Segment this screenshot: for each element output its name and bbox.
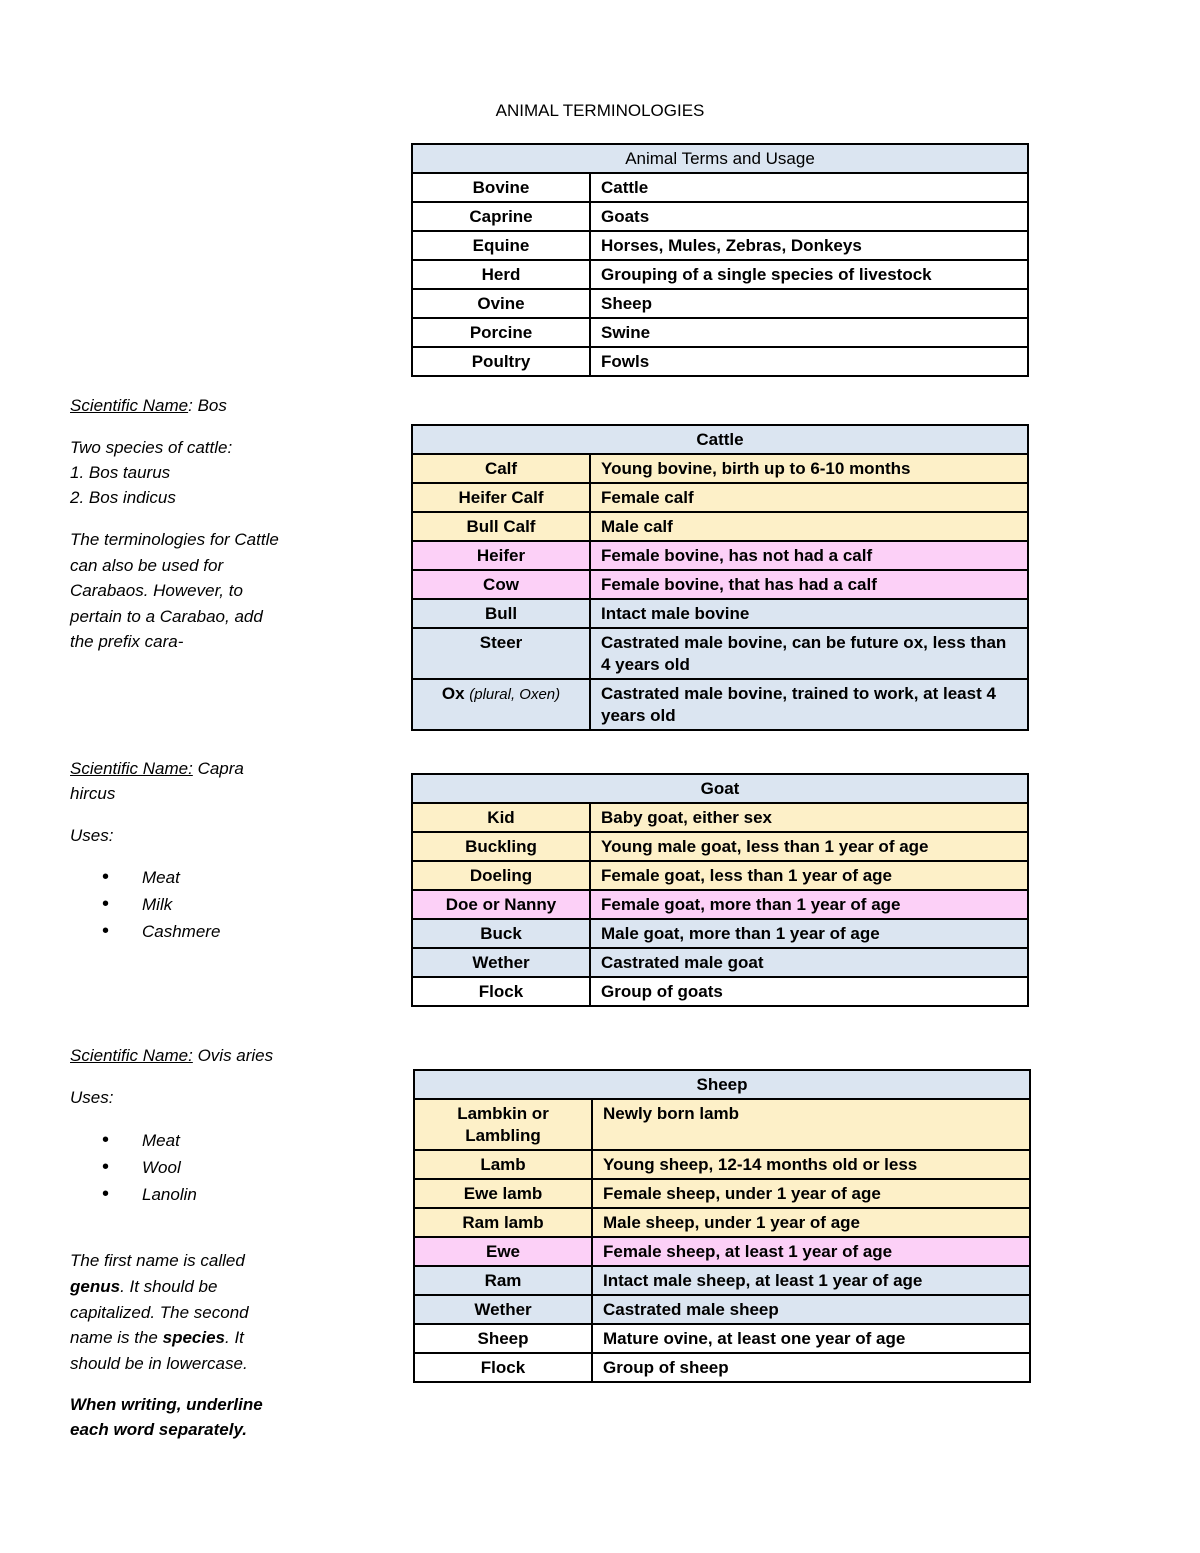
- term-cell: Ram: [414, 1266, 592, 1295]
- table-row: [412, 861, 1028, 890]
- term-cell: [412, 679, 590, 730]
- desc-cell: Fowls: [590, 347, 1028, 376]
- desc-cell: Female sheep, under 1 year of age: [592, 1179, 1030, 1208]
- term-cell: Wether: [412, 948, 590, 977]
- table-row: [412, 512, 1028, 541]
- desc-cell: Sheep: [590, 289, 1028, 318]
- table-row: [414, 1208, 1030, 1237]
- table-row: [412, 832, 1028, 861]
- desc-cell: Castrated male sheep: [592, 1295, 1030, 1324]
- terms-table: [411, 143, 1029, 377]
- term-cell: Heifer: [412, 541, 590, 570]
- table-header: Goat: [412, 774, 1028, 803]
- table-row: [414, 1266, 1030, 1295]
- sci-label: Scientific Name:: [70, 1046, 193, 1065]
- table-row: [414, 1150, 1030, 1179]
- term-cell: Bovine: [412, 173, 590, 202]
- desc-cell: Cattle: [590, 173, 1028, 202]
- cattle-notes: [70, 393, 290, 655]
- table-row: [412, 803, 1028, 832]
- sheep-uses-list: [70, 1127, 290, 1208]
- table-row: [412, 599, 1028, 628]
- desc-cell: Group of goats: [590, 977, 1028, 1006]
- goat-uses-list: [70, 864, 290, 945]
- sci-name: Capra hircus: [70, 759, 244, 803]
- desc-cell: Female goat, more than 1 year of age: [590, 890, 1028, 919]
- sci-label: Scientific Name: [70, 396, 189, 415]
- species-1: 1. Bos taurus: [70, 463, 171, 482]
- sci-name: Bos: [197, 396, 227, 415]
- sci-label: Scientific Name:: [70, 759, 193, 778]
- term-cell: Doeling: [412, 861, 590, 890]
- term-cell: Herd: [412, 260, 590, 289]
- table-row: [414, 1099, 1030, 1150]
- table-row: [412, 454, 1028, 483]
- underline-note: When writing, underline each word separately.: [70, 1394, 263, 1439]
- desc-cell: Female bovine, has not had a calf: [590, 541, 1028, 570]
- table-row: [412, 541, 1028, 570]
- desc-cell: Male sheep, under 1 year of age: [592, 1208, 1030, 1237]
- term-cell: Steer: [412, 628, 590, 679]
- table-row: [412, 260, 1028, 289]
- table-row: [412, 231, 1028, 260]
- desc-cell: Goats: [590, 202, 1028, 231]
- list-item: • Meat: [70, 864, 290, 891]
- term-cell: Ewe: [414, 1237, 592, 1266]
- uses-label: Uses:: [70, 1088, 114, 1107]
- table-row: [412, 919, 1028, 948]
- term-cell: Cow: [412, 570, 590, 599]
- table-row: [414, 1295, 1030, 1324]
- term-cell: Porcine: [412, 318, 590, 347]
- term-cell: Lambkin or Lambling: [414, 1099, 592, 1150]
- term-cell: Buck: [412, 919, 590, 948]
- table-row: [412, 173, 1028, 202]
- desc-cell: Grouping of a single species of livestock: [590, 260, 1028, 289]
- term-cell: Flock: [414, 1353, 592, 1382]
- table-row: [412, 890, 1028, 919]
- desc-cell: Female bovine, that has had a calf: [590, 570, 1028, 599]
- table-header: Sheep: [414, 1070, 1030, 1099]
- list-item: • Cashmere: [70, 918, 290, 945]
- desc-cell: Intact male sheep, at least 1 year of age: [592, 1266, 1030, 1295]
- note-text: The first name is called: [70, 1251, 245, 1270]
- cattle-scientific-name: Scientific Name: Bos: [70, 396, 227, 415]
- table-row: [412, 948, 1028, 977]
- note-text: . It should be in lowercase.: [70, 1328, 248, 1374]
- term-cell: Ovine: [412, 289, 590, 318]
- table-row: [412, 318, 1028, 347]
- term-cell: Ram lamb: [414, 1208, 592, 1237]
- desc-cell: Group of sheep: [592, 1353, 1030, 1382]
- term-cell: Sheep: [414, 1324, 592, 1353]
- page-title: ANIMAL TERMINOLOGIES: [495, 101, 705, 120]
- goat-notes: [70, 756, 290, 945]
- list-item: • Lanolin: [70, 1181, 290, 1208]
- table-row: [412, 570, 1028, 599]
- table-row: [412, 628, 1028, 679]
- term-cell: Bull: [412, 599, 590, 628]
- term-cell: Lamb: [414, 1150, 592, 1179]
- desc-cell: Castrated male bovine, trained to work, at least 4 years old: [590, 679, 1028, 730]
- table-row: [412, 483, 1028, 512]
- desc-cell: Female goat, less than 1 year of age: [590, 861, 1028, 890]
- desc-cell: Female sheep, at least 1 year of age: [592, 1237, 1030, 1266]
- desc-cell: Young sheep, 12-14 months old or less: [592, 1150, 1030, 1179]
- desc-cell: Young bovine, birth up to 6-10 months: [590, 454, 1028, 483]
- term-cell: Buckling: [412, 832, 590, 861]
- uses-label: Uses:: [70, 826, 114, 845]
- naming-note: [70, 1248, 290, 1377]
- cattle-table: [411, 424, 1029, 731]
- term-cell: Equine: [412, 231, 590, 260]
- species-2: 2. Bos indicus: [70, 488, 176, 507]
- desc-cell: Castrated male goat: [590, 948, 1028, 977]
- carabao-note: The terminologies for Cattle can also be used for Carabaos. However, to pertain to a Carabao, add the prefix cara-: [70, 530, 279, 651]
- term-cell: Doe or Nanny: [412, 890, 590, 919]
- table-row: [412, 347, 1028, 376]
- table-row: [414, 1179, 1030, 1208]
- sheep-notes: [70, 1043, 290, 1442]
- table-row: [414, 1353, 1030, 1382]
- table-header: Cattle: [412, 425, 1028, 454]
- term-cell: Poultry: [412, 347, 590, 376]
- desc-cell: Horses, Mules, Zebras, Donkeys: [590, 231, 1028, 260]
- desc-cell: Castrated male bovine, can be future ox, less than 4 years old: [590, 628, 1028, 679]
- desc-cell: Newly born lamb: [592, 1099, 1030, 1150]
- table-header: Animal Terms and Usage: [412, 144, 1028, 173]
- sheep-table: [413, 1069, 1031, 1383]
- desc-cell: Mature ovine, at least one year of age: [592, 1324, 1030, 1353]
- note-text: . It should be capitalized. The second name is the: [70, 1276, 249, 1348]
- term-note: (plural, Oxen): [469, 686, 561, 703]
- desc-cell: Male goat, more than 1 year of age: [590, 919, 1028, 948]
- species-intro: Two species of cattle:: [70, 438, 233, 457]
- table-row: [414, 1237, 1030, 1266]
- goat-table: [411, 773, 1029, 1007]
- table-row: [412, 679, 1028, 730]
- desc-cell: Swine: [590, 318, 1028, 347]
- desc-cell: Intact male bovine: [590, 599, 1028, 628]
- term-text: Ox: [441, 684, 465, 703]
- sci-name: Ovis aries: [197, 1046, 274, 1065]
- goat-scientific-name: [70, 756, 290, 806]
- term-cell: Wether: [414, 1295, 592, 1324]
- list-item: • Wool: [70, 1154, 290, 1181]
- genus-term: genus: [70, 1276, 121, 1296]
- desc-cell: Male calf: [590, 512, 1028, 541]
- list-item: • Milk: [70, 891, 290, 918]
- table-row: [414, 1324, 1030, 1353]
- sheep-scientific-name: [70, 1043, 290, 1068]
- term-cell: Caprine: [412, 202, 590, 231]
- species-term: species: [162, 1328, 226, 1348]
- term-cell: Bull Calf: [412, 512, 590, 541]
- term-cell: Ewe lamb: [414, 1179, 592, 1208]
- table-row: [412, 289, 1028, 318]
- term-cell: Calf: [412, 454, 590, 483]
- desc-cell: Female calf: [590, 483, 1028, 512]
- term-cell: Kid: [412, 803, 590, 832]
- term-cell: Flock: [412, 977, 590, 1006]
- list-item: • Meat: [70, 1127, 290, 1154]
- table-row: [412, 202, 1028, 231]
- term-cell: Heifer Calf: [412, 483, 590, 512]
- desc-cell: Young male goat, less than 1 year of age: [590, 832, 1028, 861]
- table-row: [412, 977, 1028, 1006]
- desc-cell: Baby goat, either sex: [590, 803, 1028, 832]
